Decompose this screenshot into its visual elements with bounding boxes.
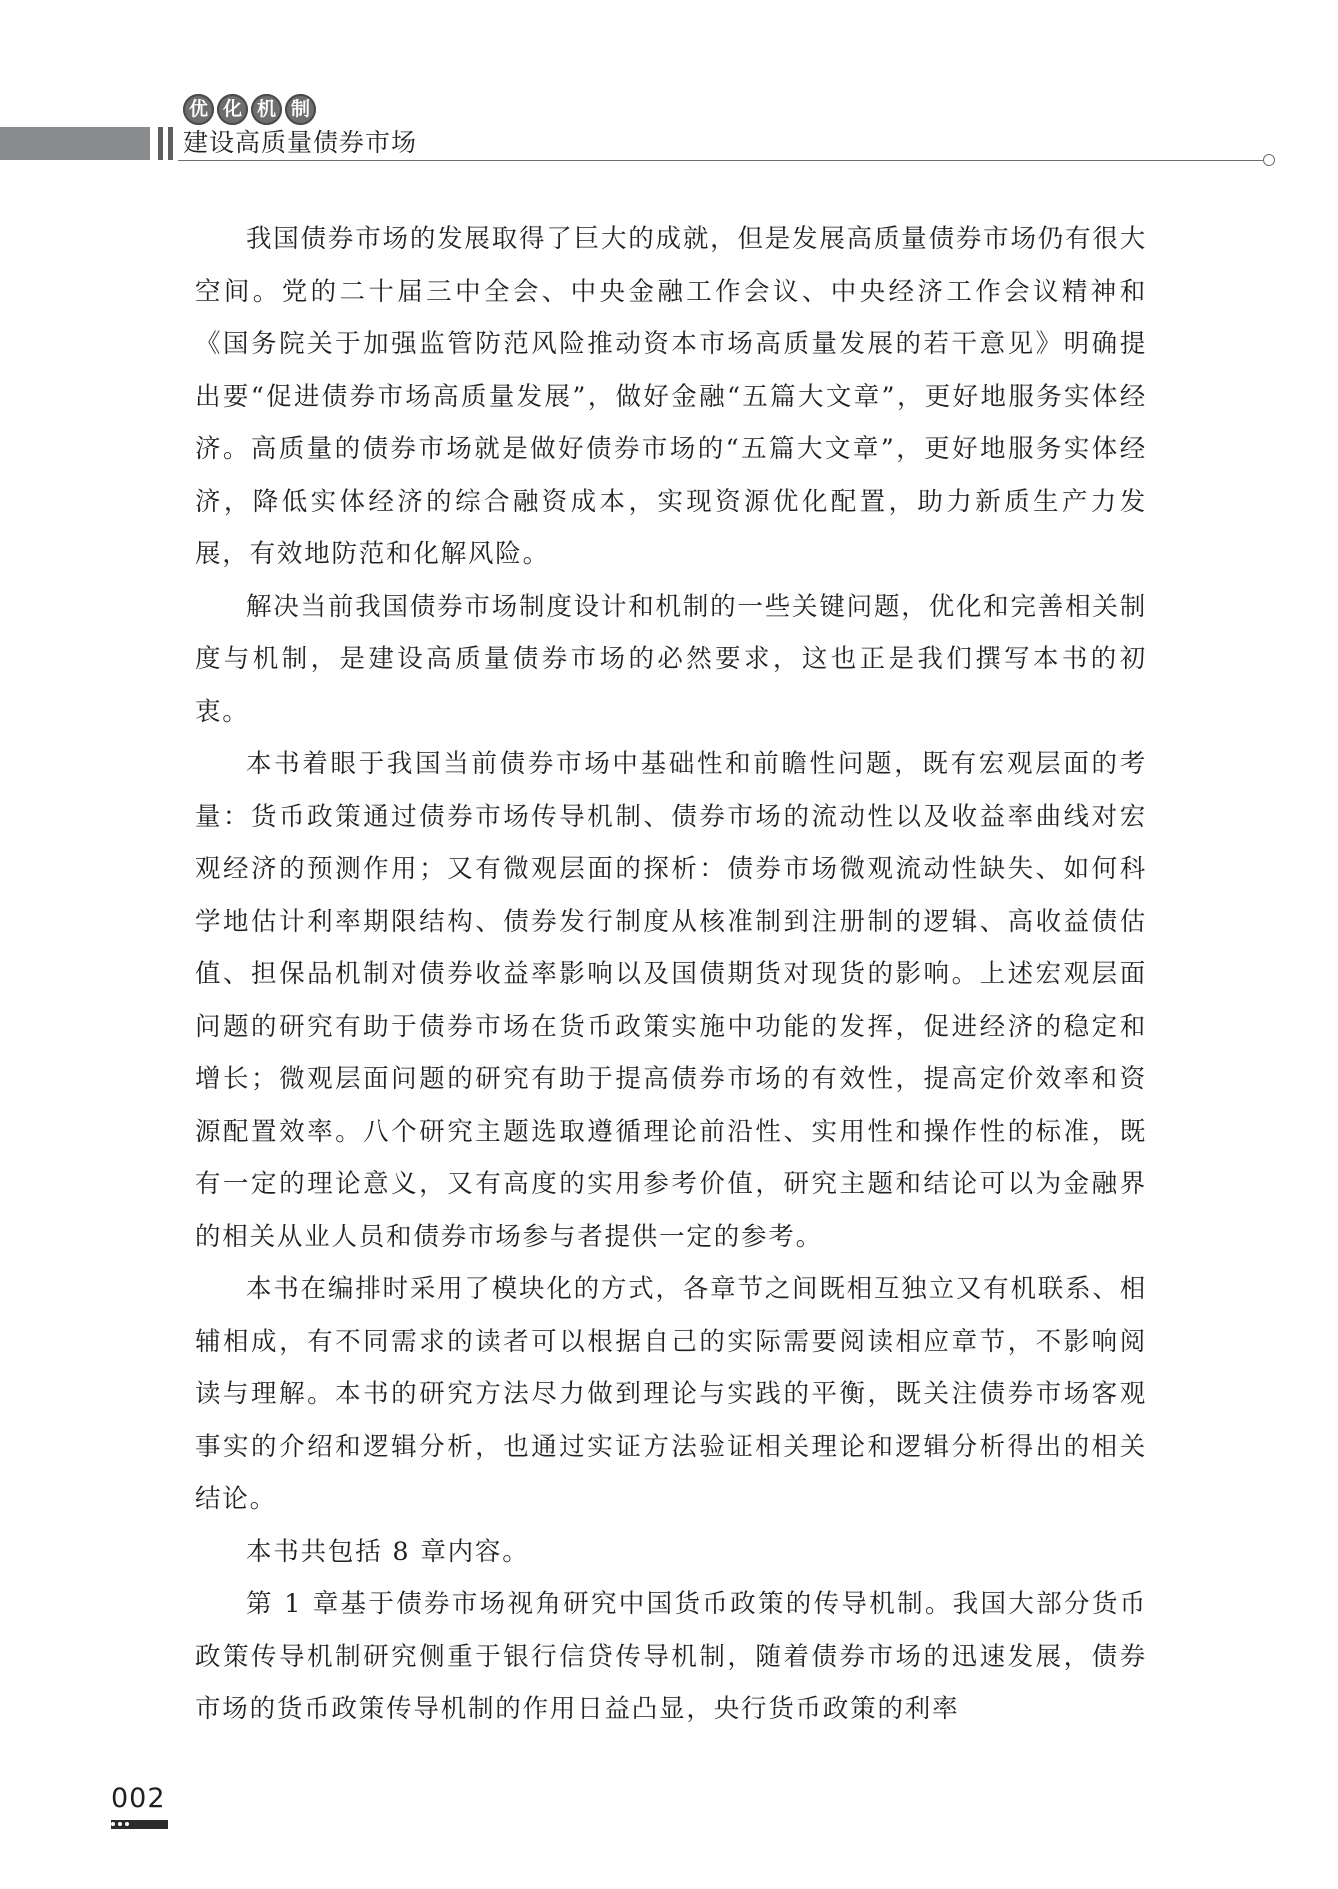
header-decor-bar bbox=[0, 127, 150, 160]
paragraph: 第 1 章基于债券市场视角研究中国货币政策的传导机制。我国大部分货币政策传导机制研究侧重于银行信贷传导机制，随着债券市场的迅速发展，债券市场的货币政策传导机制的作用日益凸显，央行货币政策的利率 bbox=[195, 1589, 1147, 1724]
header-decor-stripe bbox=[168, 127, 173, 160]
header-decor-stripe bbox=[158, 127, 163, 160]
paragraph: 本书着眼于我国当前债券市场中基础性和前瞻性问题，既有宏观层面的考量：货币政策通过债券市场传导机制、债券市场的流动性以及收益率曲线对宏观经济的预测作用；又有微观层面的探析：债券市场微观流动性缺失、如何科学地估计利率期限结构、债券发行制度从核准制到注册制的逻辑、高收益债估值、担保品机制对债券收益率影响以及国债期货对现货的影响。上述宏观层面问题的研究有助于债券市场在货币政策实施中功能的发挥，促进经济的稳定和增长；微观层面问题的研究有助于提高债券市场的有效性，提高定价效率和资源配置效率。八个研究主题选取遵循理论前沿性、实用性和操作性的标准，既有一定的理论意义，又有高度的实用参考价值，研究主题和结论可以为金融界的相关从业人员和债券市场参与者提供一定的参考。 bbox=[195, 749, 1147, 1252]
body-text bbox=[195, 213, 1147, 1736]
series-char-badge: 化 bbox=[217, 94, 248, 125]
running-header bbox=[0, 0, 1338, 180]
series-char-badge: 机 bbox=[251, 94, 282, 125]
decor-dot bbox=[111, 1822, 115, 1826]
series-char-badge: 优 bbox=[183, 94, 214, 125]
series-char-badge: 制 bbox=[285, 94, 316, 125]
paragraph: 解决当前我国债券市场制度设计和机制的一些关键问题，优化和完善相关制度与机制，是建设高质量债券市场的必然要求，这也正是我们撰写本书的初衷。 bbox=[195, 591, 1147, 727]
paragraph: 本书共包括 8 章内容。 bbox=[246, 1536, 530, 1567]
page-number-dots bbox=[111, 1822, 129, 1826]
paragraph: 我国债券市场的发展取得了巨大的成就，但是发展高质量债券市场仍有很大空间。党的二十届三中全会、中央金融工作会议、中央经济工作会议精神和《国务院关于加强监管防范风险推动资本市场高质量发展的若干意见》明确提出要“促进债券市场高质量发展”，做好金融“五篇大文章”，更好地服务实体经济。高质量的债券市场就是做好债券市场的“五篇大文章”，更好地服务实体经济，降低实体经济的综合融资成本，实现资源优化配置，助力新质生产力发展，有效地防范和化解风险。 bbox=[195, 224, 1147, 569]
header-divider bbox=[178, 160, 1263, 161]
series-title-badges bbox=[183, 94, 316, 125]
header-divider-end-circle bbox=[1263, 154, 1275, 166]
decor-dot bbox=[125, 1822, 129, 1826]
book-title: 建设高质量债券市场 bbox=[183, 128, 418, 157]
page-number: 002 bbox=[111, 1783, 166, 1814]
paragraph: 本书在编排时采用了模块化的方式，各章节之间既相互独立又有机联系、相辅相成，有不同需求的读者可以根据自己的实际需要阅读相应章节，不影响阅读与理解。本书的研究方法尽力做到理论与实践的平衡，既关注债券市场客观事实的介绍和逻辑分析，也通过实证方法验证相关理论和逻辑分析得出的相关结论。 bbox=[195, 1274, 1147, 1514]
decor-dot bbox=[118, 1822, 122, 1826]
